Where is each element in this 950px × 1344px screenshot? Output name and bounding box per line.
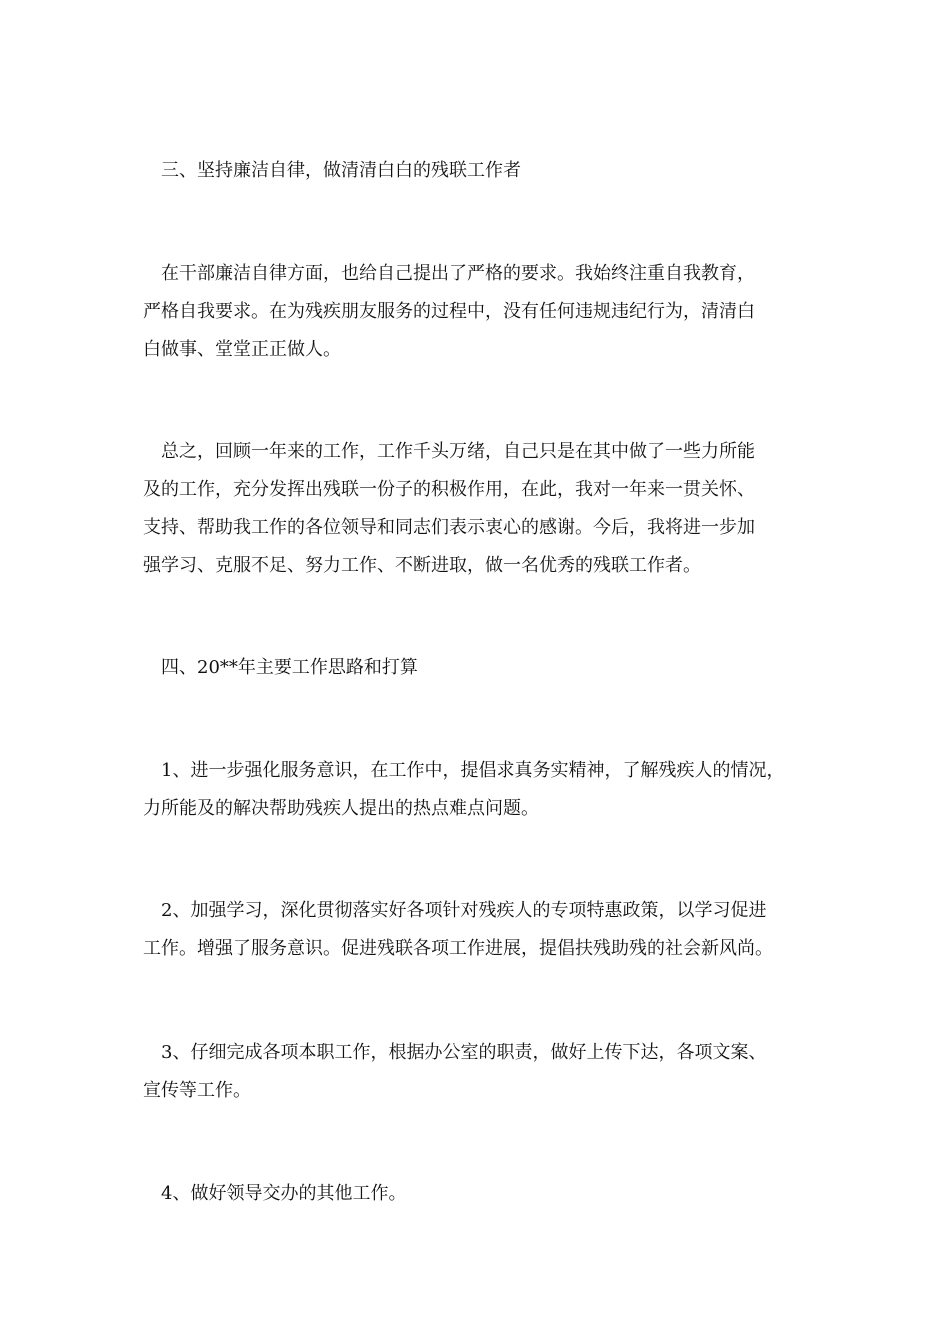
- item-3-line-2: 宣传等工作。: [143, 1080, 251, 1101]
- summary-paragraph-line-2: 及的工作，充分发挥出残联一份子的积极作用，在此，我对一年来一贯关怀、: [143, 479, 755, 500]
- integrity-paragraph-line-2: 严格自我要求。在为残疾朋友服务的过程中，没有任何违规违纪行为，清清白: [143, 301, 755, 322]
- summary-paragraph-line-4: 强学习、克服不足、努力工作、不断进取，做一名优秀的残联工作者。: [143, 555, 701, 576]
- item-1-line-2: 力所能及的解决帮助残疾人提出的热点难点问题。: [143, 798, 539, 819]
- item-2-line-2: 工作。增强了服务意识。促进残联各项工作进展，提倡扶残助残的社会新风尚。: [143, 938, 773, 959]
- integrity-paragraph-line-3: 白做事、堂堂正正做人。: [143, 339, 341, 360]
- item-2-line-1: 2、加强学习，深化贯彻落实好各项针对残疾人的专项特惠政策，以学习促进: [143, 900, 767, 921]
- item-3-line-1: 3、仔细完成各项本职工作，根据办公室的职责，做好上传下达，各项文案、: [143, 1042, 767, 1063]
- integrity-paragraph-line-1: 在干部廉洁自律方面，也给自己提出了严格的要求。我始终注重自我教育，: [143, 263, 755, 284]
- section-3-heading: 三、坚持廉洁自律，做清清白白的残联工作者: [143, 160, 521, 181]
- item-1-line-1: 1、进一步强化服务意识，在工作中，提倡求真务实精神，了解残疾人的情况，: [143, 760, 785, 781]
- summary-paragraph-line-1: 总之，回顾一年来的工作，工作千头万绪，自己只是在其中做了一些力所能: [143, 441, 755, 462]
- item-4: 4、做好领导交办的其他工作。: [143, 1183, 407, 1204]
- section-4-heading: 四、20**年主要工作思路和打算: [143, 657, 418, 678]
- summary-paragraph-line-3: 支持、帮助我工作的各位领导和同志们表示衷心的感谢。今后，我将进一步加: [143, 517, 755, 538]
